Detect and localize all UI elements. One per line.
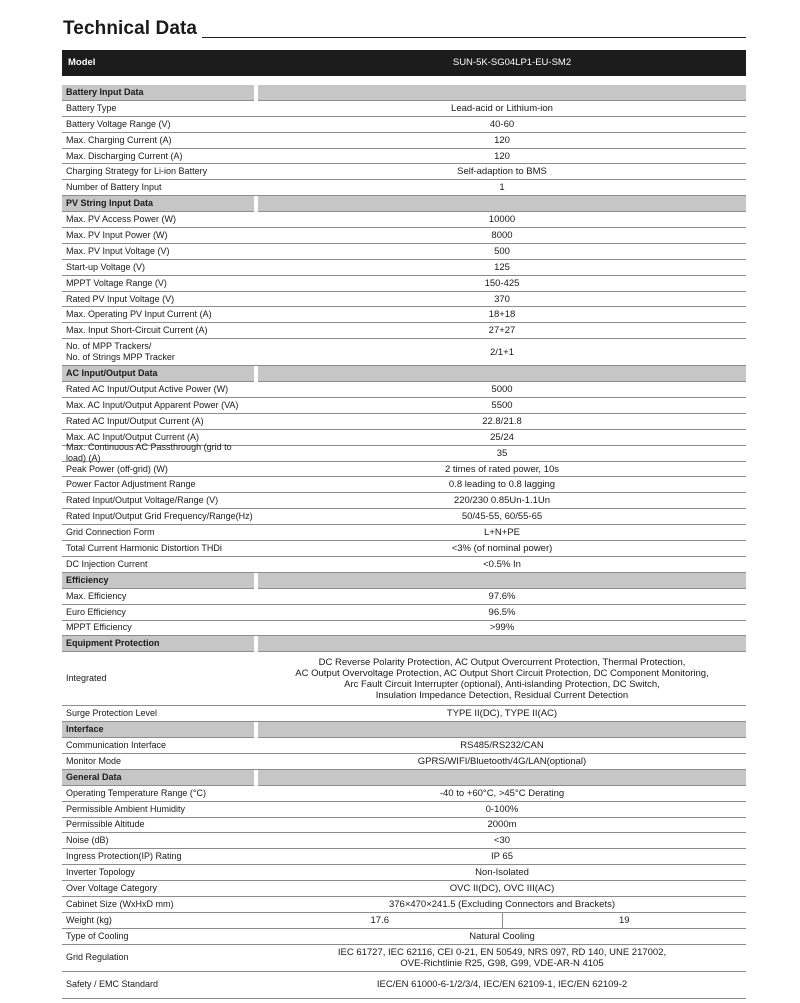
spec-label: DC Injection Current [66,558,148,569]
spec-label: Battery Type [66,102,117,113]
spec-label: Max. Continuous AC Passthrough (grid to load) (A) [66,442,232,464]
section-title: Equipment Protection [62,636,254,652]
spec-label: Charging Strategy for Li-ion Battery [66,166,208,177]
spec-value: 2/1+1 [489,346,515,358]
spec-row [62,738,746,754]
spec-label: MPPT Voltage Range (V) [66,277,167,288]
spec-value: IEC 61727, IEC 62116, CEI 0-21, EN 50549, NRS 097, RD 140, UNE 217002, OVE-Richtlinie R25, G98, G99, VDE-AR-N 4105 [337,946,667,969]
spec-label: Max. PV Access Power (W) [66,214,177,225]
spec-value: 2 times of rated power, 10s [444,463,560,475]
spec-label: Max. Charging Current (A) [66,134,172,145]
spec-value: RS485/RS232/CAN [460,740,544,751]
spec-value: 22.8/21.8 [482,415,522,427]
spec-label: Grid Regulation [66,952,129,963]
spec-label: Max. Operating PV Input Current (A) [66,309,212,320]
spec-row [62,442,746,464]
spec-row [62,652,746,706]
section-title: Efficiency [62,573,254,589]
spec-label: Monitor Mode [66,755,122,766]
spec-label: Max. PV Input Voltage (V) [66,245,170,256]
spec-value: <30 [493,835,511,847]
spec-value: IP 65 [490,851,513,863]
spec-row [62,945,746,972]
section-title: AC Input/Output Data [62,366,254,382]
spec-label: Max. Efficiency [66,590,127,601]
spec-label: Power Factor Adjustment Range [66,479,196,490]
section-value-bar [258,636,746,652]
spec-row [62,180,746,196]
spec-row [62,149,746,165]
spec-row [62,818,746,834]
spec-table [62,85,746,999]
spec-row [62,244,746,260]
spec-label: MPPT Efficiency [66,622,132,633]
spec-row [62,164,746,180]
spec-value: 0.8 leading to 0.8 lagging [448,479,556,491]
spec-value: 25/24 [490,431,514,443]
spec-label: Max. Discharging Current (A) [66,150,183,161]
spec-row [62,398,746,414]
spec-label: Type of Cooling [66,930,129,941]
spec-label: Rated AC Input/Output Active Power (W) [66,384,229,395]
spec-value: 5500 [491,399,513,411]
spec-label: Permissible Altitude [66,819,145,830]
spec-label: Rated Input/Output Grid Frequency/Range(Hz) [66,511,253,522]
section-title: General Data [62,770,254,786]
spec-row [62,557,746,573]
spec-row [62,323,746,339]
spec-label: Max. AC Input/Output Current (A) [66,431,200,442]
spec-row [62,589,746,605]
spec-label: Noise (dB) [66,835,109,846]
spec-label: Permissible Ambient Humidity [66,803,186,814]
spec-row [62,849,746,865]
spec-value: Non-Isolated [475,867,529,879]
section-header [62,573,746,589]
section-title: Interface [62,722,254,738]
spec-row [62,865,746,881]
spec-row [62,621,746,637]
spec-row [62,833,746,849]
spec-value: >99% [489,622,515,634]
spec-row [62,897,746,913]
spec-row [62,493,746,509]
spec-row [62,754,746,770]
spec-label: Max. PV Input Power (W) [66,229,168,240]
spec-label: Ingress Protection(IP) Rating [66,851,182,862]
spec-row [62,881,746,897]
spec-row [62,307,746,323]
page-title: Technical Data [63,18,198,39]
spec-row [62,541,746,557]
spec-value: 10000 [488,214,516,226]
model-value: SUN-5K-SG04LP1-EU-SM2 [452,57,572,68]
spec-row [62,414,746,430]
spec-value: 0-100% [485,803,519,815]
section-value-bar [258,573,746,589]
spec-value: Natural Cooling [469,930,535,942]
section-header [62,366,746,382]
spec-row [62,101,746,117]
spec-label: Rated AC Input/Output Current (A) [66,415,204,426]
section-value-bar [258,770,746,786]
spec-row [62,117,746,133]
spec-value: 500 [494,245,510,257]
spec-label: Operating Temperature Range (°C) [66,787,207,798]
spec-label: Safety / EMC Standard [66,979,159,990]
spec-row [62,260,746,276]
spec-value: 18+18 [488,309,516,321]
spec-label: Start-up Voltage (V) [66,261,146,272]
spec-value: <3% (of nominal power) [451,542,553,554]
spec-label: Max. AC Input/Output Apparent Power (VA) [66,399,239,410]
spec-value: 376×470×241.5 (Excluding Connectors and Brackets) [388,898,616,910]
spec-row [62,509,746,525]
spec-label: Over Voltage Category [66,883,158,894]
title-area [63,18,746,44]
spec-row [62,292,746,308]
section-header [62,770,746,786]
title-rule [202,37,746,38]
spec-value: <0.5% In [483,558,521,570]
spec-value: IEC/EN 61000-6-1/2/3/4, IEC/EN 62109-1, IEC/EN 62109-2 [376,979,628,991]
spec-value: 5000 [491,384,513,396]
spec-value: 97.6% [488,590,516,602]
spec-value: 50/45-55, 60/55-65 [461,511,543,523]
spec-label: Cabinet Size (WxHxD mm) [66,898,174,909]
spec-row [62,477,746,493]
spec-label: Peak Power (off-grid) (W) [66,463,168,474]
spec-label: Grid Connection Form [66,527,155,538]
spec-row [62,929,746,945]
spec-label: Rated PV Input Voltage (V) [66,293,175,304]
spec-split-values [258,913,746,928]
spec-value: 17.6 [370,914,389,926]
spec-value: 370 [494,293,510,305]
spec-row [62,228,746,244]
section-value-bar [258,722,746,738]
spec-label: Number of Battery Input [66,182,162,193]
spec-value: 40-60 [489,118,515,130]
spec-value: 2000m [487,819,517,831]
spec-value: 120 [494,150,510,162]
spec-row [62,276,746,292]
spec-value: Lead-acid or Lithium-ion [451,102,553,114]
spec-label: Rated Input/Output Voltage/Range (V) [66,495,219,506]
spec-value: 8000 [491,229,513,241]
spec-value: 120 [494,134,510,146]
spec-value: 19 [502,913,747,928]
spec-label: Total Current Harmonic Distortion THDi [66,542,222,553]
section-header [62,196,746,212]
section-header [62,636,746,652]
spec-value: 150-425 [484,277,520,289]
spec-value: L+N+PE [484,527,520,539]
section-title: PV String Input Data [62,196,254,212]
spec-label: Weight (kg) [66,914,112,925]
spec-row [62,706,746,722]
model-header [62,50,746,76]
spec-value: -40 to +60°C, >45°C Derating [439,787,565,799]
spec-value: GPRS/WIFI/Bluetooth/4G/LAN(optional) [417,755,587,767]
section-value-bar [258,85,746,101]
spec-label: Surge Protection Level [66,708,158,719]
spec-row [62,786,746,802]
spec-row [62,382,746,398]
spec-value: DC Reverse Polarity Protection, AC Output Overcurrent Protection, Thermal Protection, AC Output Overvoltage Protection, AC Output Short Circuit Protection, DC Component Monitoring, Arc Fault Circuit Interrupter (optional), Anti-islanding Protection, DC Switch, Insulation Impedance Detection, Residual Current Detection [295,656,709,701]
spec-value: 35 [496,447,508,459]
spec-label: No. of MPP Trackers/ No. of Strings MPP Tracker [66,341,175,363]
spec-value: 125 [494,261,510,273]
section-title: Battery Input Data [62,85,254,101]
spec-label: Inverter Topology [66,867,135,878]
spec-row [62,212,746,228]
spec-label: Battery Voltage Range (V) [66,118,171,129]
spec-value: 96.5% [488,606,516,618]
spec-row [62,972,746,999]
spec-row [62,605,746,621]
spec-label: Integrated [66,673,107,684]
spec-row [62,133,746,149]
spec-value: TYPE II(DC), TYPE II(AC) [446,708,558,720]
model-label: Model [68,57,96,68]
spec-label: Communication Interface [66,740,167,750]
section-header [62,85,746,101]
spec-label: Max. Input Short-Circuit Current (A) [66,325,208,336]
spec-label: Euro Efficiency [66,606,126,617]
spec-value: 27+27 [488,325,516,337]
section-value-bar [258,196,746,212]
spec-value: Self-adaption to BMS [457,166,547,178]
spec-value: OVC II(DC), OVC III(AC) [449,883,555,895]
spec-row [62,462,746,478]
spec-row [62,913,746,929]
spec-row [62,525,746,541]
spec-row [62,802,746,818]
section-header [62,722,746,738]
section-value-bar [258,366,746,382]
spec-value: 220/230 0.85Un-1.1Un [453,495,551,507]
spec-row [62,339,746,366]
spec-value: 1 [499,182,505,194]
